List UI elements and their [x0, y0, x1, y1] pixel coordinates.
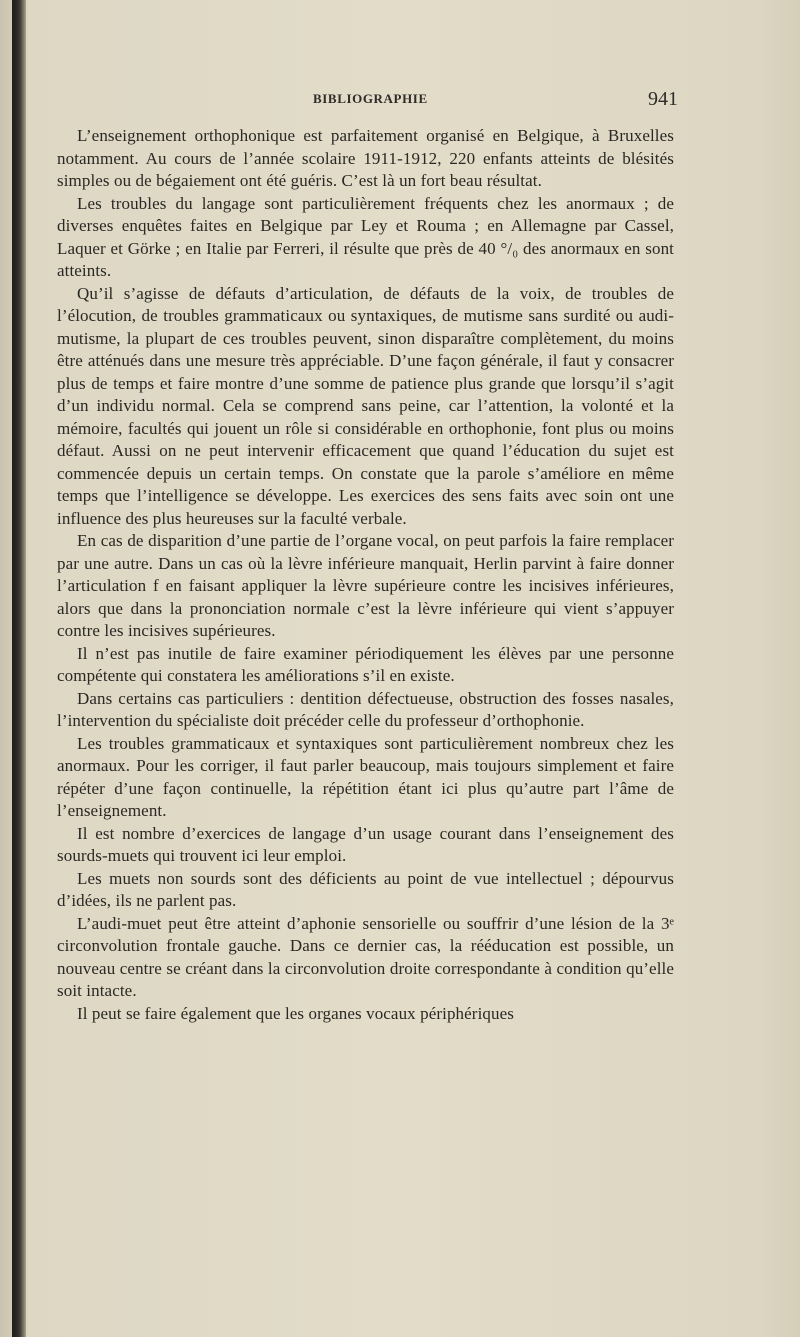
paragraph-language-troubles: Les troubles du langage sont particulièrement fréquents chez les anormaux ; de diverses enquêtes faites en Belgique par Ley et Rouma ; en Allemagne par Cassel, Laquer et Görke ; en Italie par Ferreri, il résulte que près de 40 °/₀ des anormaux en sont atteints. [57, 193, 674, 280]
paragraph-deaf-mute-exercises: Il est nombre d’exercices de langage d’un usage courant dans l’enseignement des sourds-muets qui trouvent ici leur emploi. [57, 823, 674, 865]
paragraph-defects-types: Qu’il s’agisse de défauts d’articulation, de défauts de la voix, de troubles de l’élocution, de troubles grammaticaux ou syntaxiques, de mutisme sans surdité ou audi-mutisme, la plupart de ces troubles peuvent, sinon disparaître complètement, du moins être atténués dans une mesure très appréciable. D’une façon générale, il faut y consacrer plus de temps et faire montre d’une somme de patience plus grande que lorsqu’il s’agit d’un individu normal. Cela se comprend sans peine, car l’attention, la volonté et la mémoire, facultés qui jouent un rôle si considérable en orthophonie, font plus ou moins défaut. Aussi on ne peut intervenir efficacement que quand l’éducation du sujet est commencée depuis un certain temps. On constate que la parole s’améliore en même temps que l’intelligence se développe. Les exercices des sens faits avec soin ont une influence des plus heureuses sur la faculté verbale. [57, 283, 674, 528]
paragraph-belgium-teaching: L’enseignement orthophonique est parfaitement organisé en Belgique, à Bruxelles notamment. Au cours de l’année scolaire 1911-1912, 220 enfants atteints de blésités simples ou de bégaiement ont été guéris. C’est là un fort beau résultat. [57, 126, 674, 190]
paragraph-mute-not-deaf: Les muets non sourds sont des déficients au point de vue intellectuel ; dépourvus d’idées, ils ne parlent pas. [57, 868, 674, 910]
page-number: 941 [648, 88, 678, 110]
book-spine-shadow [12, 0, 26, 1337]
paragraph-special-cases: Dans certains cas particuliers : dentition défectueuse, obstruction des fosses nasales, l’intervention du spécialiste doit précéder celle du professeur d’orthophonie. [57, 688, 674, 730]
running-title: BIBLIOGRAPHIE [313, 91, 428, 106]
paragraph-peripheral-organs: Il peut se faire également que les organes vocaux périphériques [77, 1003, 514, 1023]
paragraph-periodic-exam: Il n’est pas inutile de faire examiner périodiquement les élèves par une personne compétente qui constatera les améliorations s’il en existe. [57, 643, 674, 685]
paragraph-audi-mute: L’audi-muet peut être atteint d’aphonie sensorielle ou souffrir d’une lésion de la 3ᵉ circonvolution frontale gauche. Dans ce dernier cas, la rééducation est possible, un nouveau centre se créant dans la circonvolution droite correspondante à condition qu’elle soit intacte. [57, 913, 674, 1000]
paragraph-grammatical-troubles: Les troubles grammaticaux et syntaxiques sont particulièrement nombreux chez les anormaux. Pour les corriger, il faut parler beaucoup, mais toujours simplement et faire répéter d’une façon continuelle, la répétition étant ici plus qu’autre part l’âme de l’enseignement. [57, 733, 674, 820]
body-text [57, 125, 674, 1025]
paragraph-vocal-organ-loss: En cas de disparition d’une partie de l’organe vocal, on peut parfois la faire remplacer par une autre. Dans un cas où la lèvre inférieure manquait, Herlin parvint à faire donner l’articulation f en faisant appliquer la lèvre supérieure contre les incisives inférieures, alors que dans la prononciation normale c’est la lèvre inférieure qui vient s’appuyer contre les incisives supérieures. [57, 531, 674, 640]
page-header [55, 88, 678, 112]
